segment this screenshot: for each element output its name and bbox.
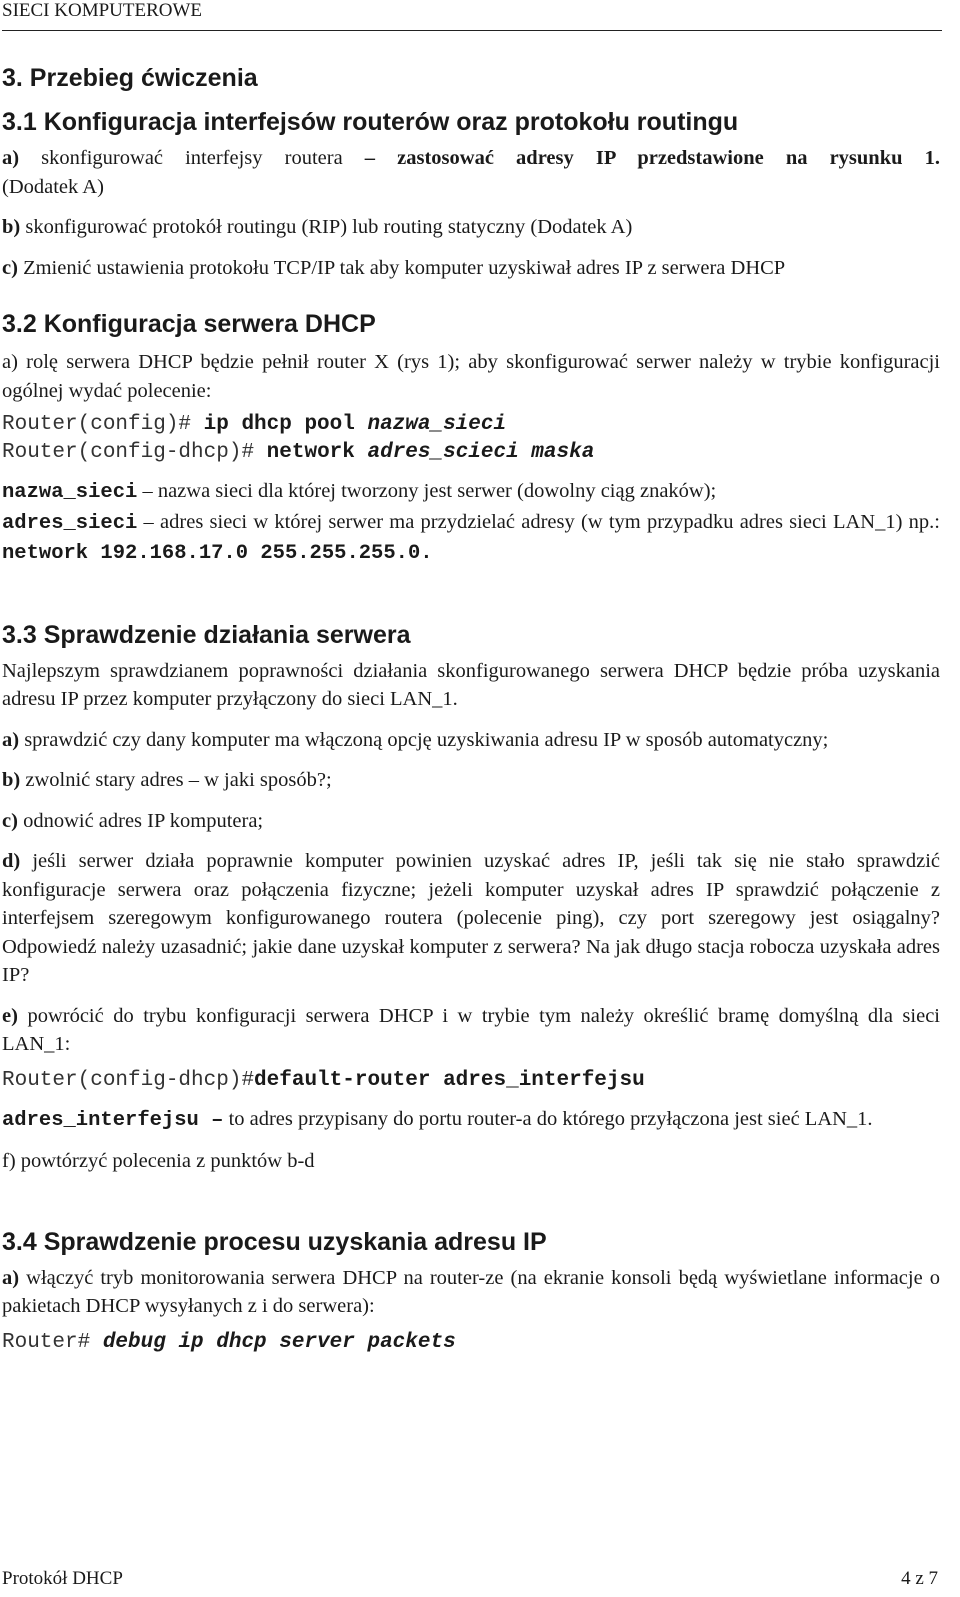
s32-item-a: a) rolę serwera DHCP będzie pełnił router X (rys 1); aby skonfigurować serwer należy w trybie konfiguracji ogólnej wydać polecenie: (2, 351, 940, 402)
s33-item-c: c) odnowić adres IP komputera; (2, 809, 264, 832)
header-title: SIECI KOMPUTEROWE (2, 0, 203, 21)
page-number: 4 z 7 (901, 1568, 938, 1589)
section-3-2-heading: 3.2 Konfiguracja serwera DHCP (2, 310, 376, 338)
section-3-1-heading: 3.1 Konfiguracja interfejsów routerów oraz protokołu routingu (2, 108, 739, 136)
section-3-heading: 3. Przebieg ćwiczenia (2, 64, 258, 92)
s33-item-f: f) powtórzyć polecenia z punktów b-d (2, 1150, 315, 1172)
s33-command: Router(config-dhcp)#default-router adres_interfejsu (2, 1068, 645, 1092)
s32-definition-2: adres_sieci – adres sieci w której serwer ma przydzielać adresy (w tym przypadku adres sieci LAN_1) np.: network 192.168.17.0 255.255.255.0. (2, 510, 940, 565)
s34-item-a: a) włączyć tryb monitorowania serwera DHCP na router-ze (na ekranie konsoli będą wyświetlane informacje o pakietach DHCP wysyłanych z i do serwera): (2, 1266, 940, 1317)
s33-item-e: e) powrócić do trybu konfiguracji serwera DHCP i w trybie tym należy określić bramę domyślną dla sieci LAN_1: (2, 1004, 940, 1055)
s33-intro: Najlepszym sprawdzianem poprawności działania skonfigurowanego serwera DHCP będzie próba uzyskania adresu IP przez komputer przyłączony do sieci LAN_1. (2, 659, 940, 710)
s31-item-a-line1: a) skonfigurować interfejsy routera – zastosować adresy IP przedstawione na rysunku 1. (2, 147, 940, 169)
s31-item-c: c) Zmienić ustawienia protokołu TCP/IP tak aby komputer uzyskiwał adres IP z serwera DHCP (2, 256, 786, 279)
page-header (2, 0, 942, 31)
s31-item-a-line2: (Dodatek A) (2, 175, 104, 198)
footer-title: Protokół DHCP (2, 1568, 123, 1589)
section-3-4-heading: 3.4 Sprawdzenie procesu uzyskania adresu IP (2, 1227, 547, 1256)
s33-item-a: a) sprawdzić czy dany komputer ma włączoną opcję uzyskiwania adresu IP w sposób automatyczny; (2, 728, 829, 751)
s33-item-d: d) jeśli serwer działa poprawnie komputer powinien uzyskać adres IP, jeśli tak się nie stało sprawdzić konfiguracje serwera oraz połączenia fizyczne; jeżeli komputer uzyskał adres IP sprawdzić połączenie z interfejsem szeregowym konfigurowanego routera (polecenie ping), czy port szeregowy jest osiągalny? Odpowiedź należy uzasadnić; jakie dane uzyskał komputer z serwera? Na jak długo stacja robocza uzyskała adres IP? (2, 850, 940, 986)
s32-definition-1: nazwa_sieci – nazwa sieci dla której tworzony jest serwer (dowolny ciąg znaków); (2, 480, 717, 504)
s34-command: Router# debug ip dhcp server packets (2, 1330, 456, 1354)
page-footer (2, 1568, 942, 1590)
s31-item-b: b) skonfigurować protokół routingu (RIP) lub routing statyczny (Dodatek A) (2, 216, 633, 238)
s33-item-b: b) zwolnić stary adres – w jaki sposób?; (2, 769, 332, 791)
s32-command-1: Router(config)# ip dhcp pool nazwa_sieci (2, 413, 507, 436)
s32-command-2: Router(config-dhcp)# network adres_scieci maska (2, 441, 595, 464)
s33-definition: adres_interfejsu – to adres przypisany do portu router-a do którego przyłączona jest sieć LAN_1. (2, 1107, 873, 1132)
page-content (2, 58, 940, 1357)
section-3-3-heading: 3.3 Sprawdzenie działania serwera (2, 620, 411, 649)
